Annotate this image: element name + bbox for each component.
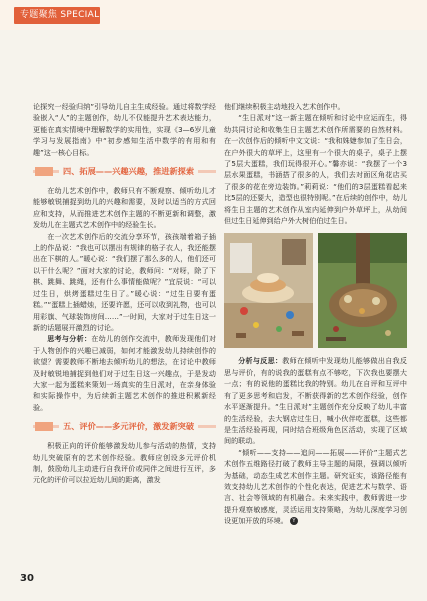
page-number: 30 [20, 573, 34, 584]
analysis-label: 分析与反思： [238, 356, 283, 366]
heading-marker [35, 422, 53, 431]
right-column [224, 101, 407, 527]
left-column [33, 101, 216, 486]
paragraph: 论探究一经验归纳”引导幼儿自主生成经验。通过将数学经验嵌入“人”的主题创作，幼儿不仅能提升艺术表达能力，更能在真实情境中理解数学的实用性，实现《3—6岁儿童学习与发展指南》中“初步感知生活中数学的有用和有趣”这一核心目标。 [33, 102, 216, 157]
paragraph: 在一次艺术创作后的交流分享环节，孩孩端着箱子插上的作品说：“我也可以摆出有规律的格子衣人，我还能摆出在下棋的人。”暖心说：“我们摆了那么多的人，他们还可以干什么呢？”面对大家的讨论，教师问：“对呀，除了下棋、跳舞、跳绳，还有什么事情能做呢？”宜辰说：“可以过生日，烘烤蛋糕过生日了。”暖心说：“过生日要有蛋糕。”“蛋糕上插蜡烛，还要许愿，还可以收到礼物，也可以用彩旗、气球装饰房间……”一时间，大家对于过生日这一新的话题展开激烈的讨论。 [33, 231, 216, 332]
section-tag: 专题聚焦 SPECIAL [14, 7, 100, 24]
section-heading-5: 五、评价——多元评价，激发新突破 [33, 418, 216, 435]
paragraph: 积极正向的评价能够激发幼儿参与活动的热情，支持幼儿突破原有的艺术创作经验。教师应创设多元评价机制，鼓励幼儿主动进行自我评价或同伴之间进行互评，多元化的评价可以拉近幼儿间的距离，激发 [33, 441, 216, 485]
end-mark-icon: Y [290, 517, 298, 525]
paragraph: 思考与分析：在幼儿的创作交流中，教师发现他们对于人物创作的兴趣已减弱，如何才能激发幼儿持续创作的欲望？需要教师不断地去倾听幼儿的想法，在讨论中教师及时敏锐地捕捉到他们对于过生日这一兴趣点，于是发动大家一起为蛋糕来策划一场真实的生日派对，在亲身体验和实际操作中，为后续新主题艺术创作的推进积累新经验。 [33, 334, 217, 412]
section-heading-4: 四、拓展——兴趣兴趣，推进新探索 [33, 163, 216, 180]
paragraph: “倾听——支持——追问——拓展——评价”主题式艺术创作五维路径打破了教师主导主题的局限，强调以倾听为基础，动态生成艺术创作主题。研究证实，该路径能有效支持幼儿艺术创作的个性化表达，促进艺术与数学、语言、社会等领域的有机融合。未来实践中，教师需进一步提升观察敏感度，灵活运用支持策略，为幼儿深度学习创设更加开放的环境。 Y [224, 447, 407, 526]
paragraph: 在幼儿艺术创作中，教师只有不断观察、倾听幼儿才能够敏锐捕捉到幼儿的兴趣和需要，及时以适当的方式回应和支持，从而推进艺术创作主题的不断更新和调整，激发幼儿在主题式艺术创作中的经验生长。 [33, 186, 216, 230]
analysis-label: 思考与分析： [47, 334, 92, 344]
photo-indoor-cake [224, 233, 313, 348]
photo-row [224, 233, 407, 348]
heading-marker [35, 167, 53, 176]
paragraph: 分析与反思：教师在倾听中发现幼儿能够做出自我反思与评价，有的说我的蛋糕有点不够吃，下次我也要摆大一点；有的说他的蛋糕比我的特别。幼儿在自评和互评中有了更多思考和启发，不断获得新的艺术创作经验，创作水平逐渐提升。“生日派对”主题创作充分反映了幼儿丰富的生活经验，去大钢店过生日，喊小伙伴吃蛋糕，这些都是生活经验再现，同时结合班级角色区活动，实现了区域间的联动。 [224, 356, 408, 446]
paragraph: 他们继续积极主动地投入艺术创作中。 [224, 102, 345, 111]
photo-outdoor-tree [318, 233, 407, 348]
paragraph: “生日派对”这一新主题在倾听和讨论中应运而生，得幼共同讨论和收集生日主题艺术创作所需要的自然材料。在一次创作后的倾听中文文说：“我和姝婕参加了生日会，在户外很大的草坪上，这里有一个很大的桌子，桌子上摆了5层大蛋糕，我们玩得很开心。”馨亦说：“我摆了一个3层水果蛋糕，书涵搭了很多的人，我们去对面区角花店买了很多的花在旁边装饰。”莉莉说：“他们的3层蛋糕看起来比5层的还要大，造型也很特别呢。”在后续的创作中，幼儿将生日主题的艺术创作从室内延伸到户外草坪上，从幼间但过生日延伸到给户外大树伯伯过生日。 [224, 113, 407, 226]
